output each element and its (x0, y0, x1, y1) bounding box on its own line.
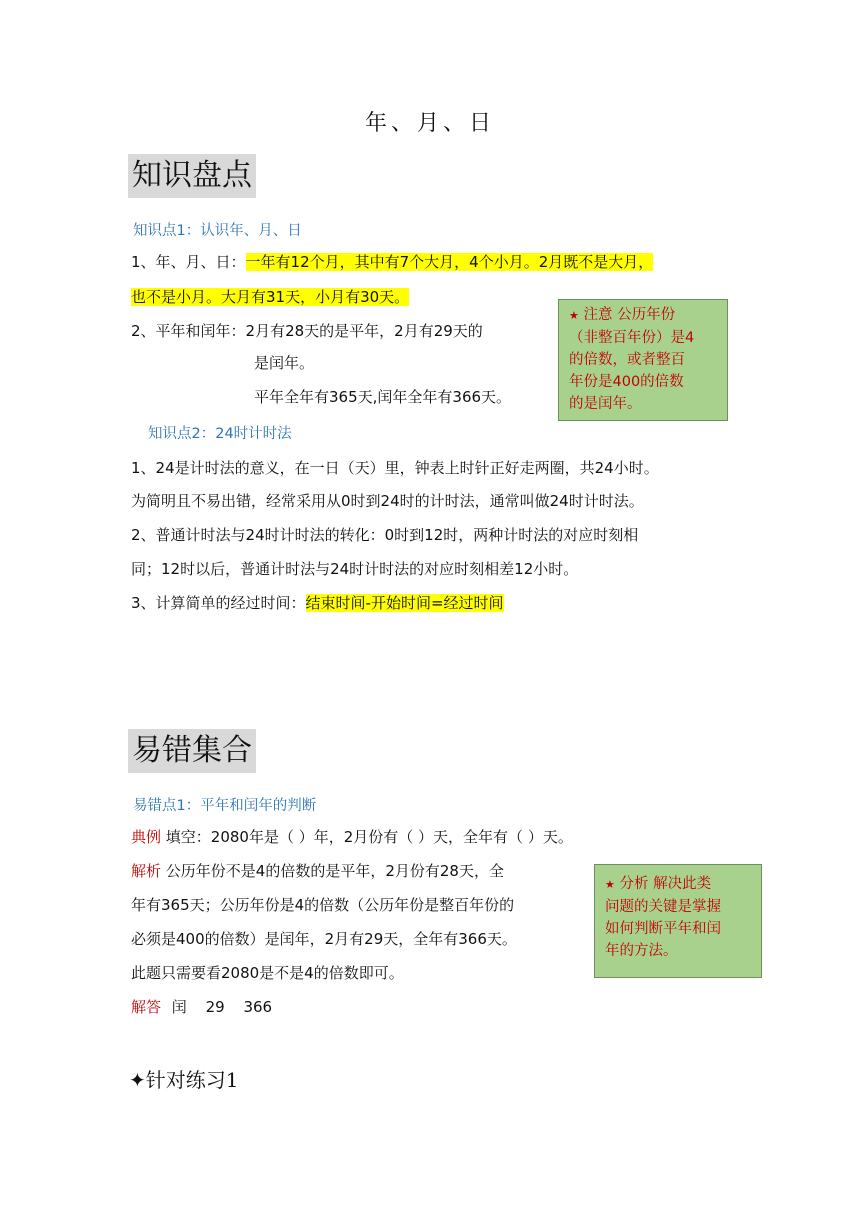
answer-value: 29 (205, 998, 225, 1016)
analysis-line-2: 年有365天；公历年份是4的倍数（公历年份是整百年份的 (131, 896, 515, 914)
note-line: （非整百年份）是4 (569, 330, 695, 346)
paragraph-24h-conversion: 2、普通计时法与24时计时法的转化：0时到12时，两种计时法的对应时刻相 (131, 526, 639, 544)
paragraph-24h-meaning-cont: 为简明且不易出错，经常采用从0时到24时的计时法，通常叫做24时计时法。 (131, 492, 644, 510)
note-line: 的倍数，或者整百 (569, 352, 685, 368)
example-text: 填空：2080年是（ ）年，2月份有（ ）天，全年有（ ）天。 (165, 828, 573, 846)
example-tag: 典例 (131, 828, 162, 846)
answer-value: 闰 (171, 998, 187, 1016)
analysis-line-3: 必须是400的倍数）是闰年，2月有29天，全年有366天。 (131, 930, 517, 948)
note-line (605, 873, 751, 896)
analysis-line-4: 此题只需要看2080是不是4的倍数即可。 (131, 964, 404, 982)
paragraph-leap-year (131, 321, 483, 341)
error-point-1-label: 易错点1：平年和闰年的判断 (133, 798, 317, 814)
paragraph-24h-meaning: 1、24是计时法的意义，在一日（天）里，钟表上时针正好走两圈，共24小时。 (131, 459, 659, 477)
sparkle-icon: ✦ (129, 1068, 146, 1092)
paragraph-year-month-day-cont (131, 287, 409, 307)
paragraph-prefix: 2、平年和闰年： (131, 322, 246, 340)
paragraph-24h-conversion-cont: 同；12时以后，普通计时法与24时计时法的对应时刻相差12小时。 (131, 560, 579, 578)
note-box-analysis (594, 864, 762, 978)
paragraph-leap-year-line3: 平年全年有365天,闰年全年有366天。 (254, 388, 512, 406)
highlight-text: 一年有12个月，其中有7个大月，4个小月。2月既不是大月， (245, 253, 654, 271)
paragraph-leap-year-line2: 是闰年。 (254, 354, 315, 372)
paragraph-elapsed-time (131, 593, 504, 613)
practice-label: 针对练习1 (145, 1068, 239, 1092)
answer-tag: 解答 (131, 998, 162, 1016)
note-text: 分析 解决此类 (619, 876, 712, 892)
page-title: 年、月、日 (364, 111, 495, 136)
section-heading-mistakes: 易错集合 (128, 729, 256, 773)
section-heading-knowledge: 知识盘点 (128, 154, 256, 198)
practice-heading (129, 1064, 239, 1093)
star-icon: ★ (605, 878, 615, 891)
example-line (131, 827, 573, 847)
note-text: 注意 公历年份 (583, 307, 676, 323)
paragraph-text: 2月有28天的是平年，2月有29天的 (245, 322, 483, 340)
highlight-text: 也不是小月。大月有31天，小月有30天。 (131, 288, 410, 306)
highlight-formula: 结束时间-开始时间=经过时间 (305, 594, 504, 612)
knowledge-point-1-label: 知识点1：认识年、月、日 (133, 223, 302, 239)
analysis-line-1 (131, 861, 504, 881)
note-line (569, 304, 717, 327)
analysis-text: 公历年份不是4的倍数的是平年，2月份有28天，全 (165, 862, 504, 880)
paragraph-prefix: 1、年、月、日： (131, 253, 246, 271)
note-line: 问题的关键是掌握 (605, 899, 721, 915)
answer-line (131, 997, 272, 1017)
knowledge-point-2-label: 知识点2：24时计时法 (148, 426, 292, 442)
note-box-attention (558, 299, 728, 421)
note-line: 年的方法。 (605, 943, 678, 959)
paragraph-prefix: 3、计算简单的经过时间： (131, 594, 306, 612)
analysis-tag: 解析 (131, 862, 162, 880)
note-line: 如何判断平年和闰 (605, 921, 721, 937)
star-icon: ★ (569, 309, 579, 322)
note-line: 年份是400的倍数 (569, 374, 684, 390)
paragraph-year-month-day (131, 252, 653, 272)
answer-value: 366 (243, 998, 273, 1016)
note-line: 的是闰年。 (569, 396, 642, 412)
